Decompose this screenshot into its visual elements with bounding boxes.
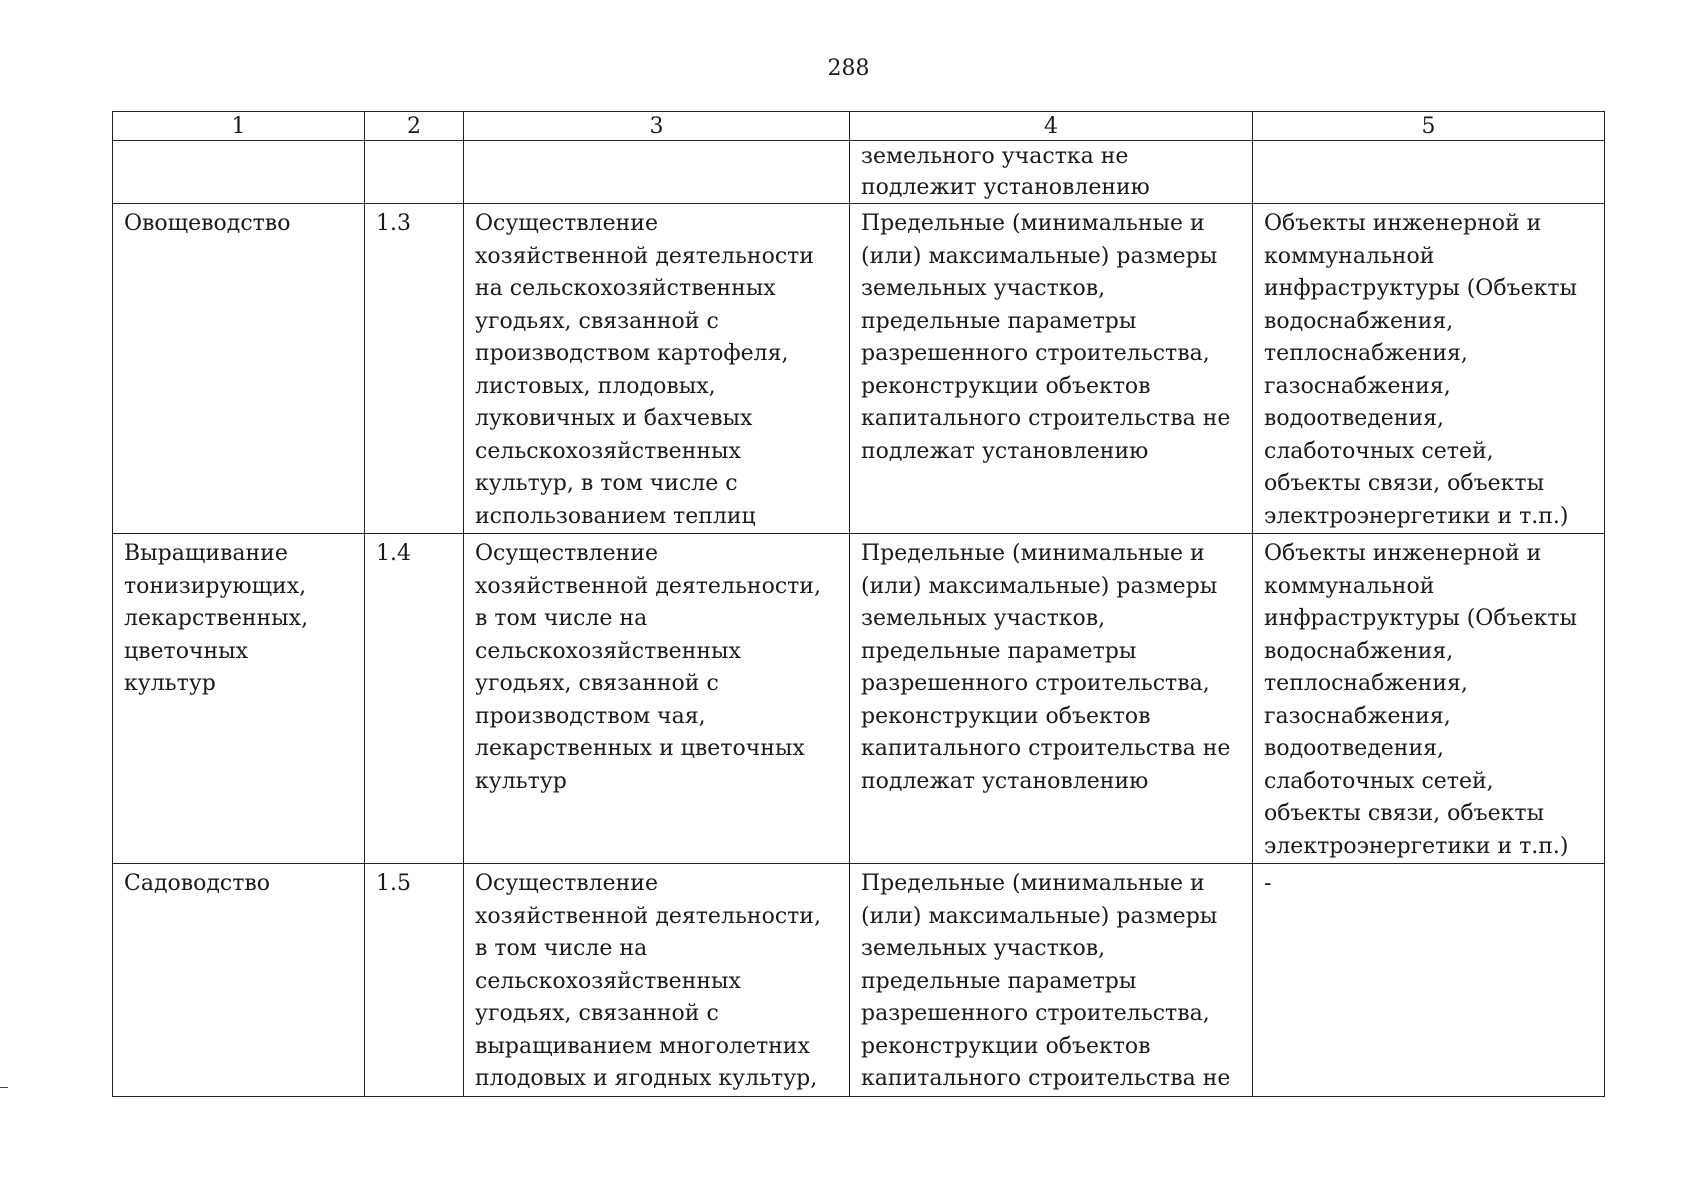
column-header-4: 4 <box>850 112 1253 141</box>
cell-text: Осуществление хозяйственной деятельности, в том числе на сельскохозяйственных угодьях, связанной с выращиванием многолетних плодовых и ягодных культур, <box>475 871 821 1091</box>
scan-edge-mark <box>0 1087 8 1088</box>
cell-parameters <box>850 864 1253 1097</box>
cell-text: Осуществление хозяйственной деятельности на сельскохозяйственных угодьях, связанной с производством картофеля, листовых, плодовых, луковичных и бахчевых сельскохозяйственных культур, в том числе с использованием теплиц <box>475 211 814 529</box>
cell-description <box>464 141 850 204</box>
cell-parameters <box>850 534 1253 864</box>
cell-text: 1.5 <box>376 871 411 896</box>
cell-description <box>464 864 850 1097</box>
cell-description <box>464 534 850 864</box>
column-header-1: 1 <box>113 112 365 141</box>
cell-text: Предельные (минимальные и (или) максимальные) размеры земельных участков, предельные параметры разрешенного строительства, реконструкции объектов капитального строительства не подлежат установлению <box>861 211 1231 464</box>
cell-text: Объекты инженерной и коммунальной инфраструктуры (Объекты водоснабжения, теплоснабжения, газоснабжения, водоотведения, слаботочных сетей, объекты связи, объекты электроэнергетики и т.п.) <box>1264 541 1578 859</box>
cell-text: Предельные (минимальные и (или) максимальные) размеры земельных участков, предельные параметры разрешенного строительства, реконструкции объектов капитального строительства не подлежат установлению <box>861 541 1231 794</box>
table-header-row <box>113 112 1605 141</box>
column-header-5: 5 <box>1253 112 1605 141</box>
table-row <box>113 141 1605 204</box>
cell-text: - <box>1264 871 1272 896</box>
cell-code <box>365 204 464 534</box>
cell-text: Выращивание тонизирующих, лекарственных, цветочных культур <box>124 541 309 696</box>
cell-code <box>365 141 464 204</box>
cell-code <box>365 534 464 864</box>
cell-text: Садоводство <box>124 871 271 896</box>
cell-code <box>365 864 464 1097</box>
cell-use-name <box>113 204 365 534</box>
cell-text: 1.4 <box>376 541 411 566</box>
cell-text: 1.3 <box>376 211 411 236</box>
cell-use-name <box>113 534 365 864</box>
cell-parameters <box>850 141 1253 204</box>
cell-text: Осуществление хозяйственной деятельности, в том числе на сельскохозяйственных угодьях, связанной с производством чая, лекарственных и цветочных культур <box>475 541 821 794</box>
cell-description <box>464 204 850 534</box>
cell-infrastructure <box>1253 534 1605 864</box>
table-row <box>113 864 1605 1097</box>
table-row <box>113 534 1605 864</box>
cell-parameters <box>850 204 1253 534</box>
cell-use-name <box>113 141 365 204</box>
cell-infrastructure <box>1253 204 1605 534</box>
cell-text: Объекты инженерной и коммунальной инфраструктуры (Объекты водоснабжения, теплоснабжения, газоснабжения, водоотведения, слаботочных сетей, объекты связи, объекты электроэнергетики и т.п.) <box>1264 211 1578 529</box>
cell-infrastructure <box>1253 141 1605 204</box>
cell-text: Овощеводство <box>124 211 291 236</box>
cell-text: земельного участка не подлежит установлению <box>861 144 1150 200</box>
cell-infrastructure <box>1253 864 1605 1097</box>
land-use-table <box>112 111 1605 1097</box>
cell-use-name <box>113 864 365 1097</box>
column-header-3: 3 <box>464 112 850 141</box>
cell-text: Предельные (минимальные и (или) максимальные) размеры земельных участков, предельные параметры разрешенного строительства, реконструкции объектов капитального строительства не <box>861 871 1231 1091</box>
page-number: 288 <box>827 56 870 81</box>
table-row <box>113 204 1605 534</box>
column-header-2: 2 <box>365 112 464 141</box>
